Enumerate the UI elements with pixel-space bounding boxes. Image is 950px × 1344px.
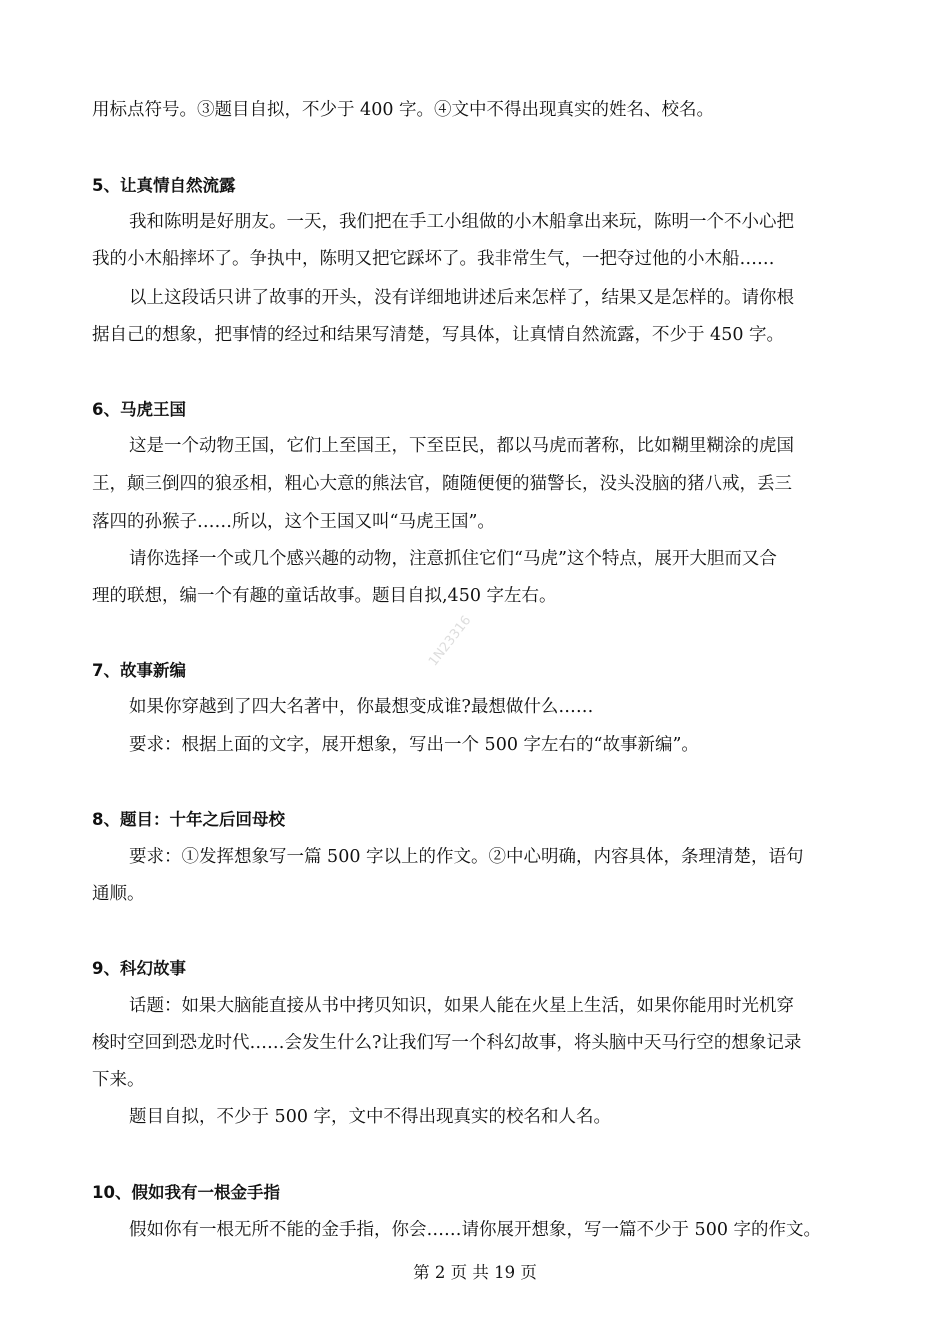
section-7-line: 要求：根据上面的文字，展开想象，写出一个 500 字左右的“故事新编”。 [129, 735, 699, 755]
section-7-heading: 7、故事新编 [92, 661, 186, 680]
page-number: 第 2 页 共 19 页 [413, 1263, 537, 1282]
section-6-line: 请你选择一个或几个感兴趣的动物，注意抓住它们“马虎”这个特点，展开大胆而又合 [129, 549, 777, 569]
section-5-line: 据自己的想象，把事情的经过和结果写清楚，写具体，让真情自然流露，不少于 450 字。 [92, 325, 785, 345]
section-9-line: 梭时空回到恐龙时代……会发生什么?让我们写一个科幻故事，将头脑中天马行空的想象记录 [92, 1033, 802, 1053]
section-6-heading: 6、马虎王国 [92, 400, 186, 419]
intro-line: 用标点符号。③题目自拟，不少于 400 字。④文中不得出现真实的姓名、校名。 [92, 100, 715, 120]
section-5-line: 我和陈明是好朋友。一天，我们把在手工小组做的小木船拿出来玩，陈明一个不小心把 [129, 212, 794, 232]
section-5-line: 以上这段话只讲了故事的开头，没有详细地讲述后来怎样了，结果又是怎样的。请你根 [129, 288, 794, 308]
section-7-line: 如果你穿越到了四大名著中，你最想变成谁?最想做什么…… [129, 697, 594, 717]
section-6-line: 这是一个动物王国，它们上至国王，下至臣民，都以马虎而著称，比如糊里糊涂的虎国 [129, 436, 794, 456]
section-9-line: 下来。 [92, 1070, 145, 1090]
section-9-heading: 9、科幻故事 [92, 959, 186, 978]
section-9-line: 话题：如果大脑能直接从书中拷贝知识，如果人能在火星上生活，如果你能用时光机穿 [129, 996, 794, 1016]
section-5-heading: 5、让真情自然流露 [92, 176, 236, 195]
section-6-line: 理的联想，编一个有趣的童话故事。题目自拟,450 字左右。 [92, 586, 557, 606]
section-6-line: 落四的孙猴子……所以，这个王国又叫“马虎王国”。 [92, 512, 495, 532]
section-9-line: 题目自拟，不少于 500 字，文中不得出现真实的校名和人名。 [129, 1107, 612, 1127]
watermark: 1N23316 [426, 613, 475, 670]
section-10-heading: 10、假如我有一根金手指 [92, 1183, 280, 1202]
section-10-line: 假如你有一根无所不能的金手指，你会……请你展开想象，写一篇不少于 500 字的作文。 [129, 1220, 822, 1240]
section-8-heading: 8、题目：十年之后回母校 [92, 810, 285, 829]
section-8-line: 要求：①发挥想象写一篇 500 字以上的作文。②中心明确，内容具体，条理清楚，语句 [129, 847, 804, 867]
section-5-line: 我的小木船摔坏了。争执中，陈明又把它踩坏了。我非常生气，一把夺过他的小木船…… [92, 249, 775, 269]
section-6-line: 王，颠三倒四的狼丞相，粗心大意的熊法官，随随便便的猫警长，没头没脑的猪八戒，丢三 [92, 474, 792, 494]
section-8-line: 通顺。 [92, 884, 145, 904]
